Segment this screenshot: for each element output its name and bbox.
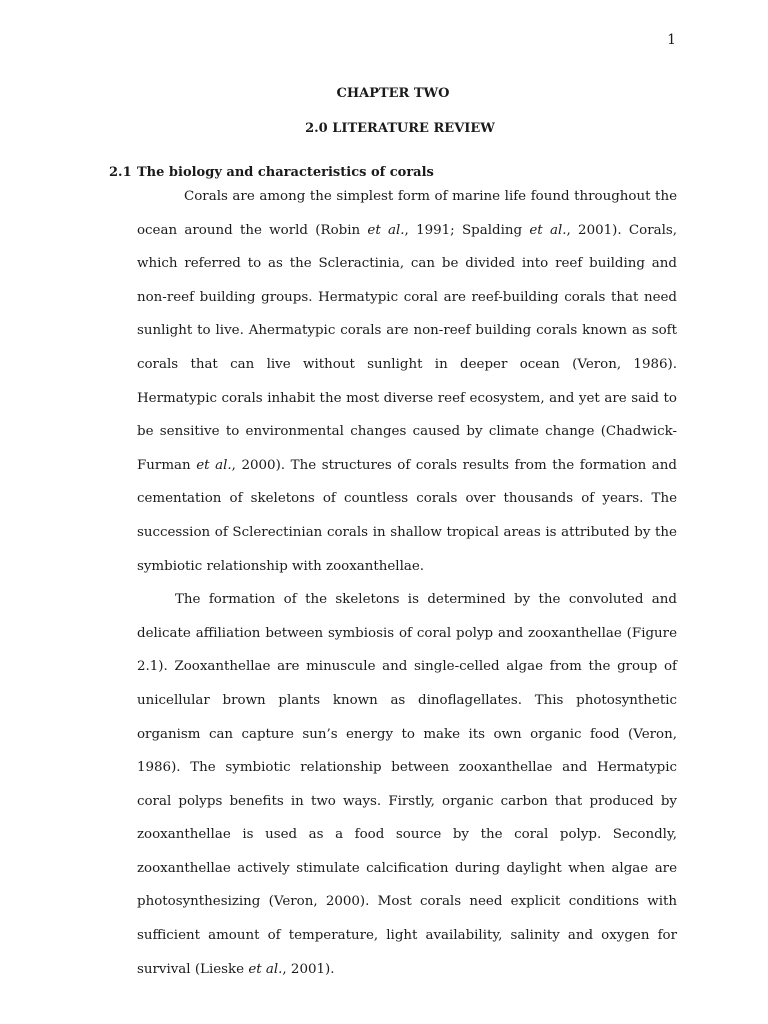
body-text [137, 180, 677, 986]
text-run: , 2001). [282, 961, 335, 977]
text-run: , 1991; Spalding [404, 222, 530, 238]
text-run: , 2001). Corals, which referred to as the Scleractinia, can be divided into reef building and non-reef building groups. Hermatypic coral are reef-building corals that need sunlight to live. Ahermatypic corals are non-reef building corals known as soft corals that can live without sunlight in deeper ocean (Veron, 1986). Hermatypic corals inhabit the most diverse reef ecosystem, and yet are said to be sensitive to environmental changes caused by climate change (Chadwick-Furman [137, 222, 678, 473]
text-run: The formation of the skeletons is determined by the convoluted and delicate affiliation between symbiosis of coral polyp and zooxanthellae (Figure 2.1). Zooxanthellae are minuscule and single-celled algae from the group of unicellular brown plants known as dinoflagellates. This photosynthetic organism can capture sun’s energy to make its own organic food (Veron, 1986). The symbiotic relationship between zooxanthellae and Hermatypic coral polyps benefits in two ways. Firstly, organic carbon that produced by zooxanthellae is used as a food source by the coral polyp. Secondly, zooxanthellae actively stimulate calcification during daylight when algae are photosynthesizing (Veron, 2000). Most corals need explicit conditions with sufficient amount of temperature, light availability, salinity and oxygen for survival (Lieske [137, 592, 677, 977]
page-number: 1 [667, 32, 676, 48]
italic-text: et al. [367, 222, 405, 238]
section-title: 2.0 LITERATURE REVIEW [305, 121, 495, 136]
paragraph [137, 180, 677, 583]
subsection-title: The biology and characteristics of corals [137, 165, 434, 180]
chapter-title: CHAPTER TWO [336, 86, 450, 101]
italic-text: et al. [248, 961, 283, 977]
text-run: , 2000). The structures of corals results from the formation and cementation of skeletons of countless corals over thousands of years. The succession of Sclerectinian corals in shallow tropical areas is attributed by the symbiotic relationship with zooxanthellae. [137, 457, 677, 574]
italic-text: et al. [196, 457, 232, 473]
paragraph [137, 583, 677, 986]
italic-text: et al. [529, 222, 567, 238]
subsection-heading [109, 165, 434, 180]
text-run: Corals are among the simplest form of marine life found throughout the ocean around the world (Robin [137, 189, 677, 238]
subsection-number: 2.1 [109, 165, 132, 180]
